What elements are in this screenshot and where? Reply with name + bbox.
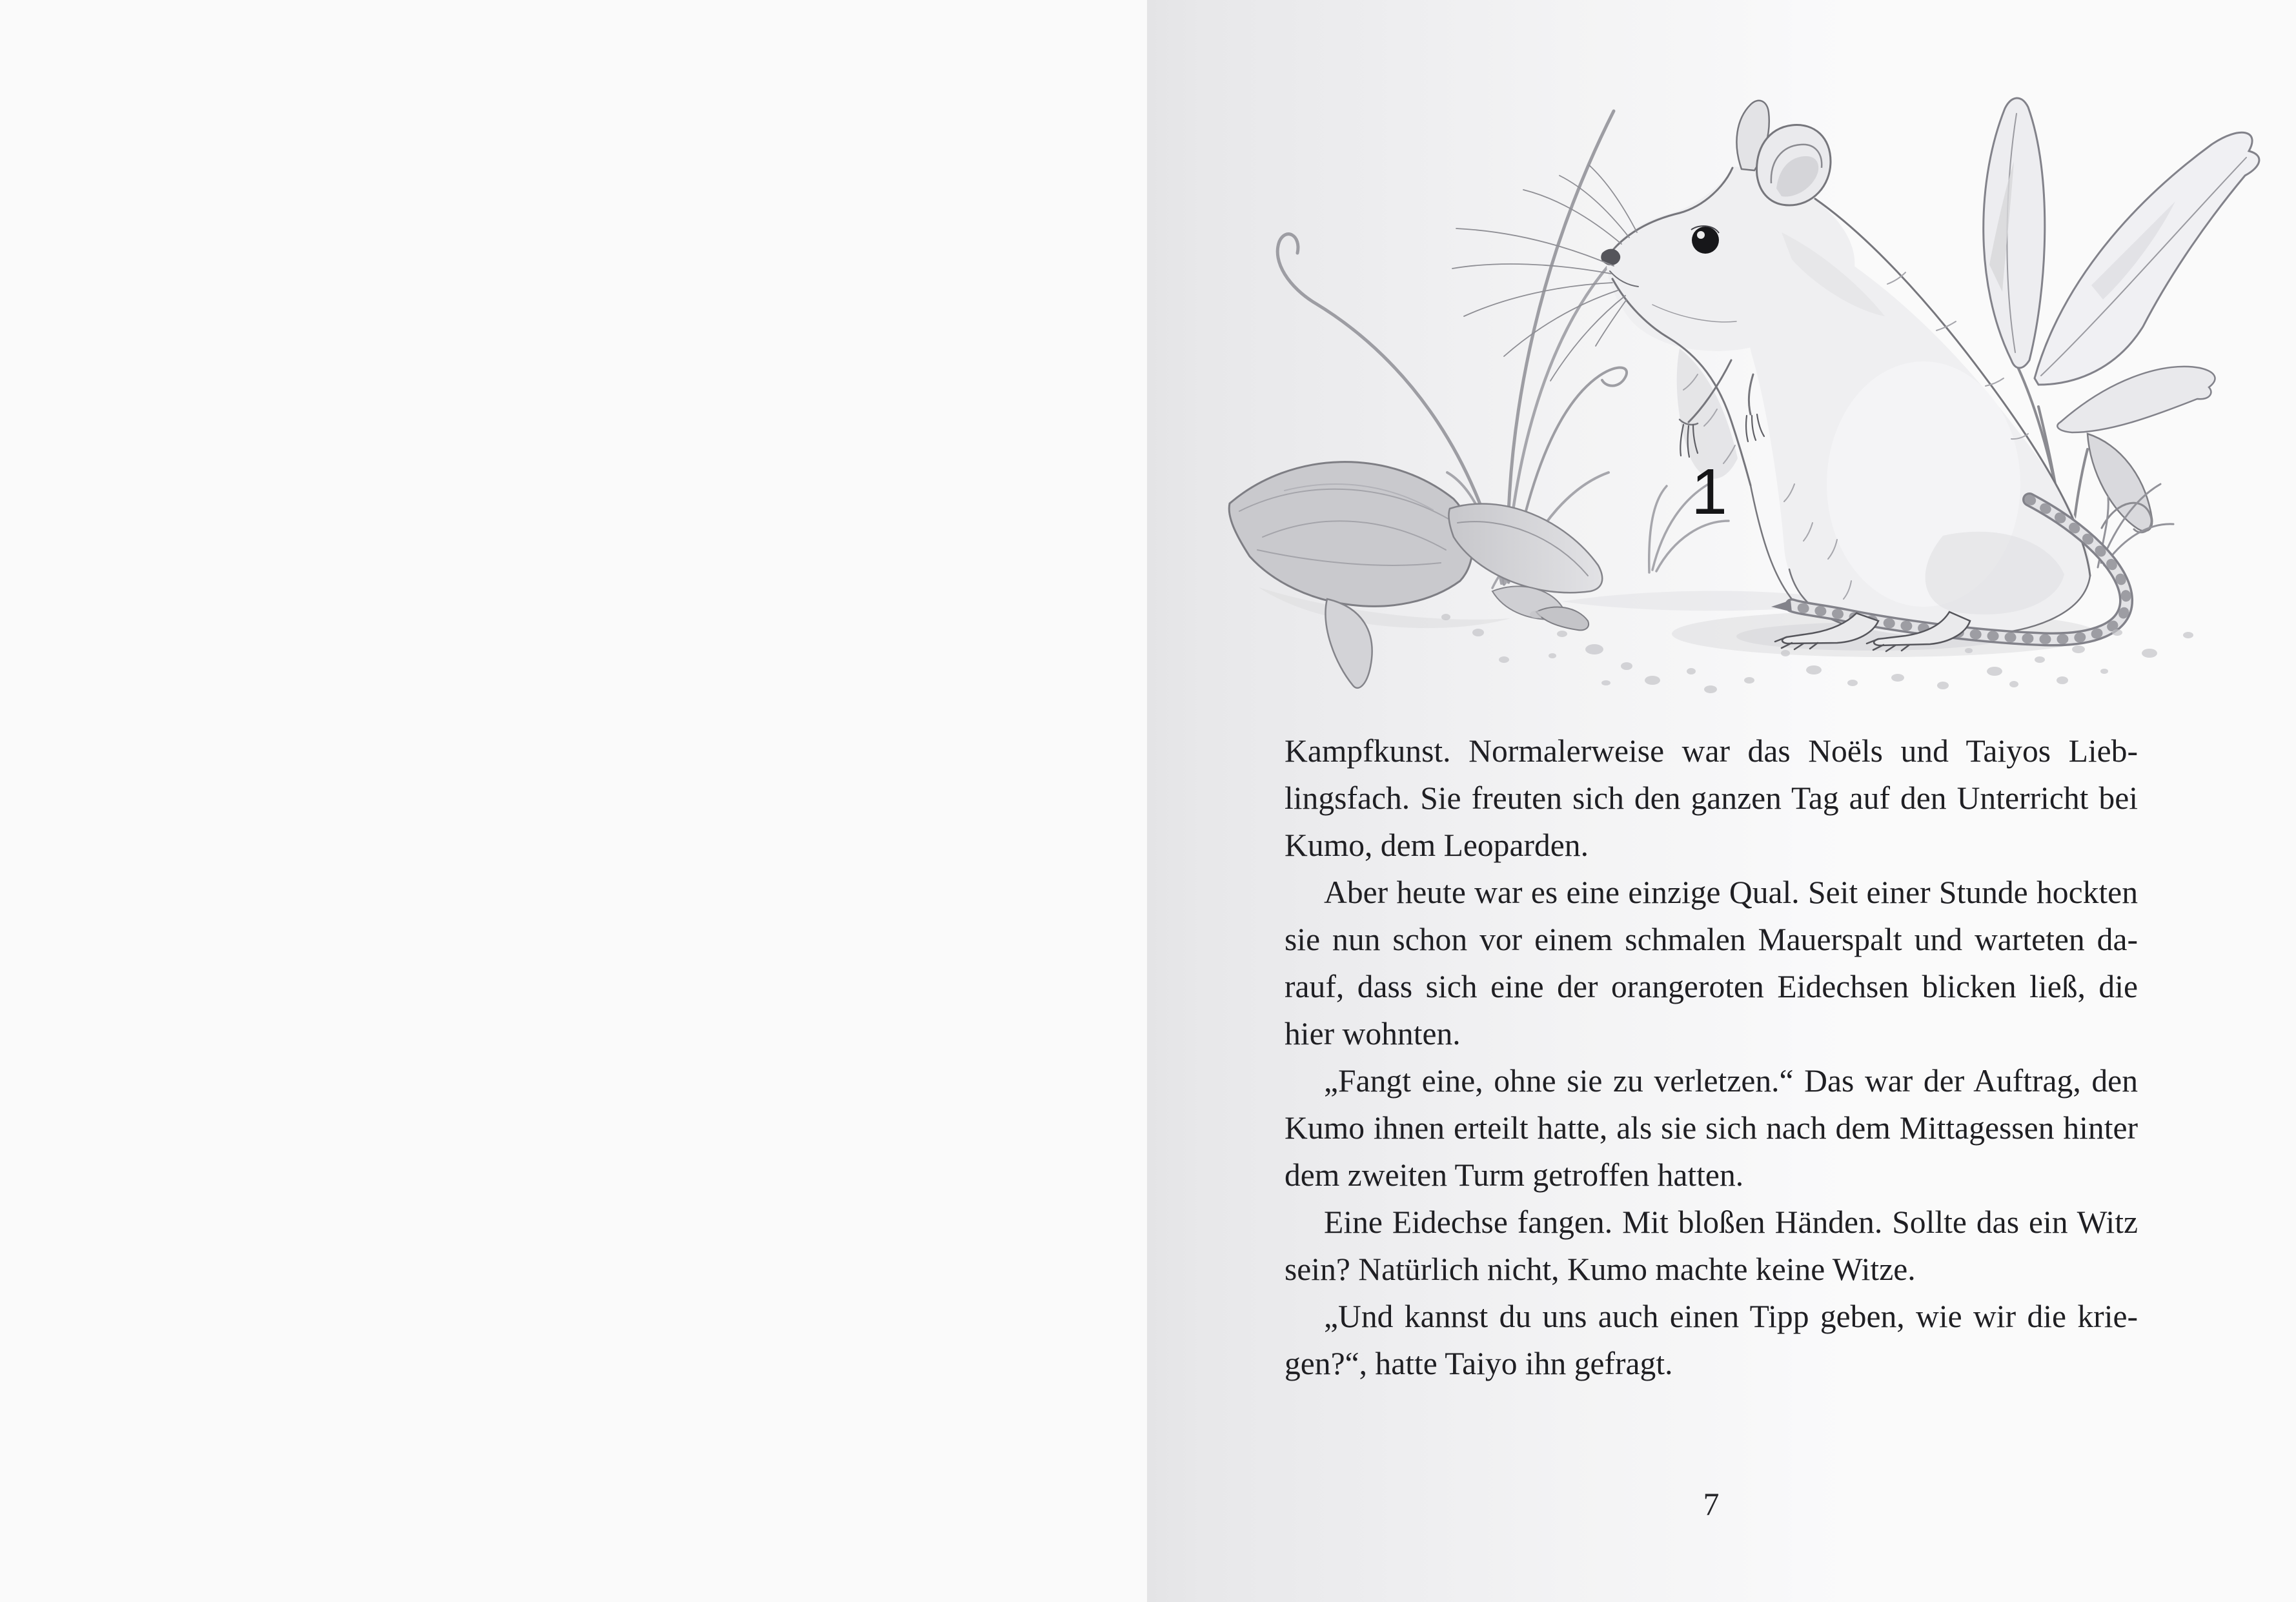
text-line: Kampfkunst. Normalerweise war das Noëls und Taiyos Lieb- bbox=[1285, 733, 2138, 769]
text-line: „Und kannst du uns auch einen Tipp geben, wie wir die krie- bbox=[1324, 1299, 2138, 1334]
text-line: gen?“, hatte Taiyo ihn gefragt. bbox=[1285, 1346, 1673, 1381]
body-text bbox=[1285, 727, 2138, 1387]
text-line: Kumo ihnen erteilt hatte, als sie sich nach dem Mittagessen hinter bbox=[1285, 1110, 2138, 1146]
text-line: hier wohnten. bbox=[1285, 1016, 1461, 1051]
right-page bbox=[1147, 0, 2296, 1602]
chapter-illustration-rat-among-plants bbox=[1201, 71, 2296, 716]
rat-eye bbox=[1692, 227, 1719, 254]
text-line: dem zweiten Turm getroffen hatten. bbox=[1285, 1157, 1744, 1193]
page-number: 7 bbox=[1703, 1486, 1720, 1522]
text-line: lingsfach. Sie freuten sich den ganzen Tag auf den Unterricht bei bbox=[1285, 780, 2138, 816]
text-line: Eine Eidechse fangen. Mit bloßen Händen. Sollte das ein Witz bbox=[1324, 1204, 2138, 1240]
rat-whiskers bbox=[1452, 165, 1637, 381]
left-page bbox=[0, 0, 1147, 1602]
text-line: Kumo, dem Leoparden. bbox=[1285, 827, 1589, 863]
text-line: sein? Natürlich nicht, Kumo machte keine Witze. bbox=[1285, 1252, 1916, 1287]
rat-nose bbox=[1601, 249, 1620, 265]
text-line: „Fangt eine, ohne sie zu verletzen.“ Das war der Auftrag, den bbox=[1324, 1063, 2138, 1099]
text-line: Aber heute war es eine einzige Qual. Seit einer Stunde hockten bbox=[1324, 875, 2138, 910]
chapter-number: 1 bbox=[1691, 456, 1727, 528]
text-line: rauf, dass sich eine der orangeroten Eidechsen blicken ließ, die bbox=[1285, 969, 2138, 1004]
text-line: sie nun schon vor einem schmalen Mauerspalt und warteten da- bbox=[1285, 922, 2138, 957]
